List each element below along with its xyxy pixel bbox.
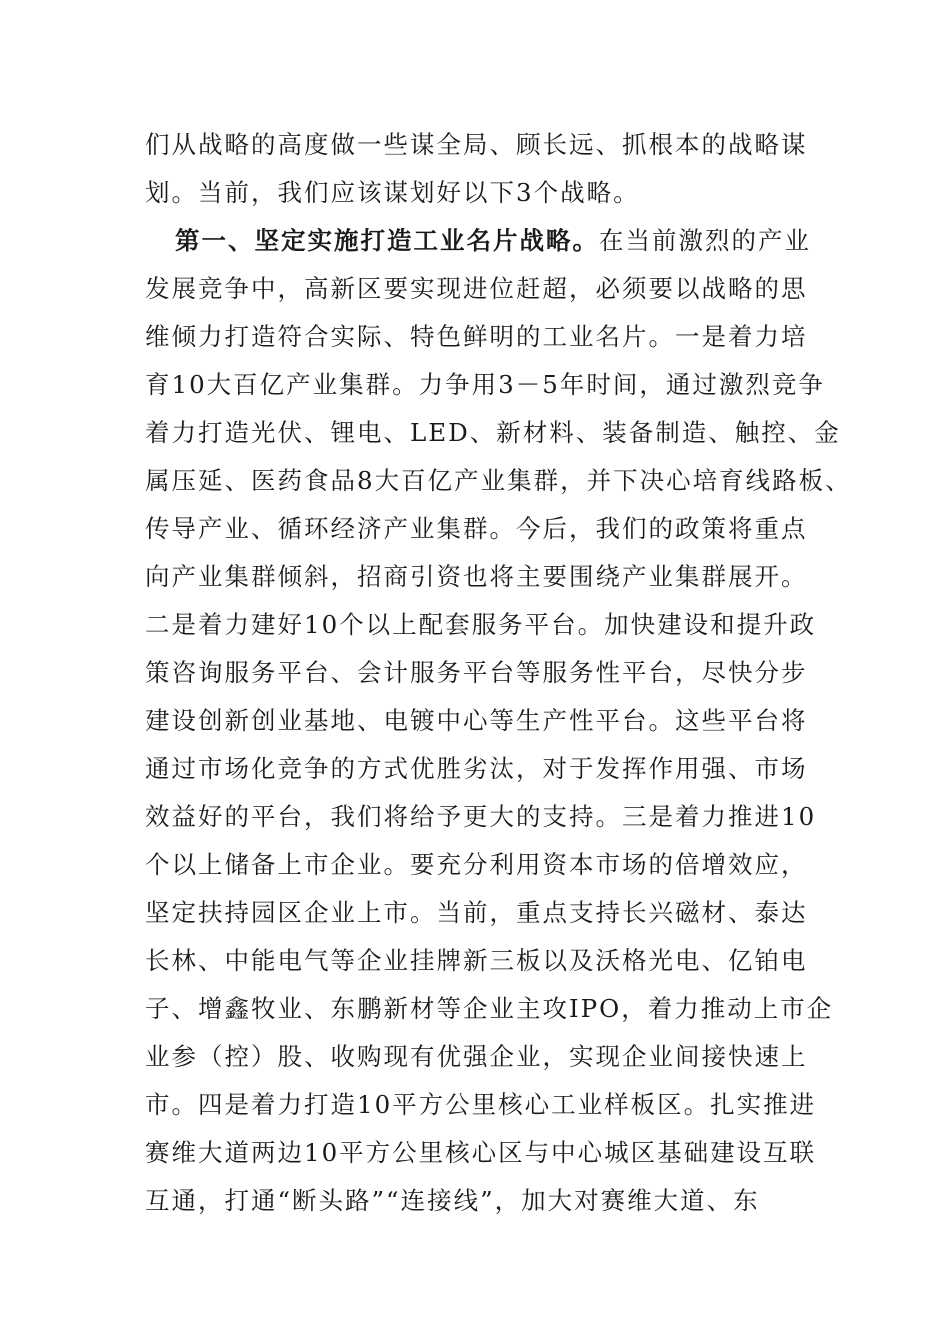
text-line: 发展竞争中，高新区要实现进位赶超，必须要以战略的思 (145, 274, 808, 303)
text-line: 效益好的平台，我们将给予更大的支持。三是着力推进10 (145, 802, 817, 831)
text-line: 业参（控）股、收购现有优强企业，实现企业间接快速上 (145, 1042, 808, 1071)
text-line: 子、增鑫牧业、东鹏新材等企业主攻IPO，着力推动上市企 (145, 994, 834, 1023)
text-line-continuation: 在当前激烈的产业 (599, 226, 811, 255)
text-line: 育10大百亿产业集群。力争用3－5年时间，通过激烈竞争 (145, 370, 825, 399)
text-line: 们从战略的高度做一些谋全局、顾长远、抓根本的战略谋 (145, 130, 808, 159)
text-line: 属压延、医药食品8大百亿产业集群，并下决心培育线路板、 (145, 466, 852, 495)
text-line: 着力打造光伏、锂电、LED、新材料、装备制造、触控、金 (145, 418, 841, 447)
text-line: 划。当前，我们应该谋划好以下3个战略。 (145, 178, 640, 207)
section-heading-line (145, 217, 815, 265)
section-heading: 第一、坚定实施打造工业名片战略。 (175, 226, 599, 255)
text-line: 赛维大道两边10平方公里核心区与中心城区基础建设互联 (145, 1138, 817, 1167)
text-line: 长林、中能电气等企业挂牌新三板以及沃格光电、亿铂电 (145, 946, 808, 975)
text-line: 通过市场化竞争的方式优胜劣汰，对于发挥作用强、市场 (145, 754, 808, 783)
text-line: 策咨询服务平台、会计服务平台等服务性平台，尽快分步 (145, 658, 808, 687)
text-line: 维倾力打造符合实际、特色鲜明的工业名片。一是着力培 (145, 322, 808, 351)
text-line: 向产业集群倾斜，招商引资也将主要围绕产业集群展开。 (145, 562, 808, 591)
text-line: 二是着力建好10个以上配套服务平台。加快建设和提升政 (145, 610, 817, 639)
text-line: 个以上储备上市企业。要充分利用资本市场的倍增效应， (145, 850, 808, 879)
text-line: 互通，打通“断头路”“连接线”，加大对赛维大道、东 (145, 1186, 760, 1215)
text-line: 建设创新创业基地、电镀中心等生产性平台。这些平台将 (145, 706, 808, 735)
text-line: 坚定扶持园区企业上市。当前，重点支持长兴磁材、泰达 (145, 898, 808, 927)
body-text (145, 121, 852, 1225)
text-line: 传导产业、循环经济产业集群。今后，我们的政策将重点 (145, 514, 808, 543)
text-line: 市。四是着力打造10平方公里核心工业样板区。扎实推进 (145, 1090, 817, 1119)
